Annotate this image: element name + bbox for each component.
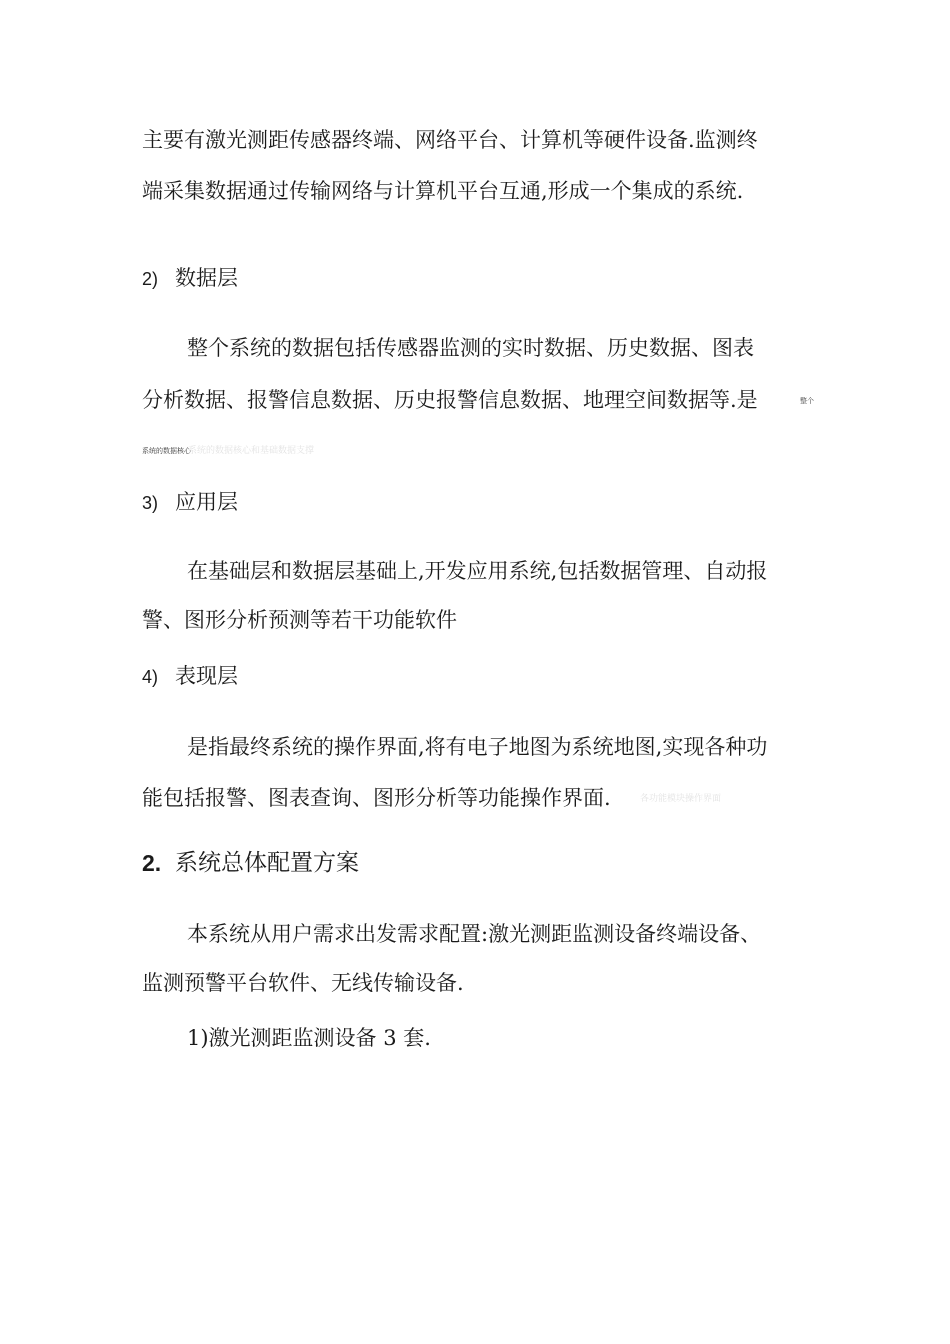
paragraph-line: 是指最终系统的操作界面,将有电子地图为系统地图,实现各种功 xyxy=(187,735,768,759)
faint-text: 各功能模块操作界面 xyxy=(640,794,722,804)
small-text: 整个 xyxy=(800,397,814,405)
section-number: 2) xyxy=(142,269,159,289)
paragraph-line: 本系统从用户需求出发需求配置:激光测距监测设备终端设备、 xyxy=(187,922,762,946)
paragraph-line: 整个系统的数据包括传感器监测的实时数据、历史数据、图表 xyxy=(187,336,754,360)
heading-title: 系统总体配置方案 xyxy=(175,850,359,876)
faint-text: 系统的数据核心和基础数据支撑 xyxy=(188,446,315,456)
paragraph-line: 警、图形分析预测等若干功能软件 xyxy=(142,608,457,632)
heading-number: 2. xyxy=(142,850,162,876)
paragraph-line: 在基础层和数据层基础上,开发应用系统,包括数据管理、自动报 xyxy=(187,559,768,583)
small-text: 系统的数据核心 xyxy=(142,447,191,455)
section-number: 3) xyxy=(142,493,159,513)
list-item: 1)激光测距监测设备 3 套. xyxy=(187,1026,431,1050)
section-number: 4) xyxy=(142,667,159,687)
intro-line-1: 主要有激光测距传感器终端、网络平台、计算机等硬件设备.监测终 xyxy=(142,128,758,152)
paragraph-line: 分析数据、报警信息数据、历史报警信息数据、地理空间数据等.是 xyxy=(142,388,758,412)
section-title: 数据层 xyxy=(175,266,238,290)
section-title: 应用层 xyxy=(175,490,238,514)
paragraph-line: 监测预警平台软件、无线传输设备. xyxy=(142,971,464,995)
intro-line-2: 端采集数据通过传输网络与计算机平台互通,形成一个集成的系统. xyxy=(142,179,744,203)
section-title: 表现层 xyxy=(175,664,238,688)
paragraph-line: 能包括报警、图表查询、图形分析等功能操作界面. xyxy=(142,786,611,810)
